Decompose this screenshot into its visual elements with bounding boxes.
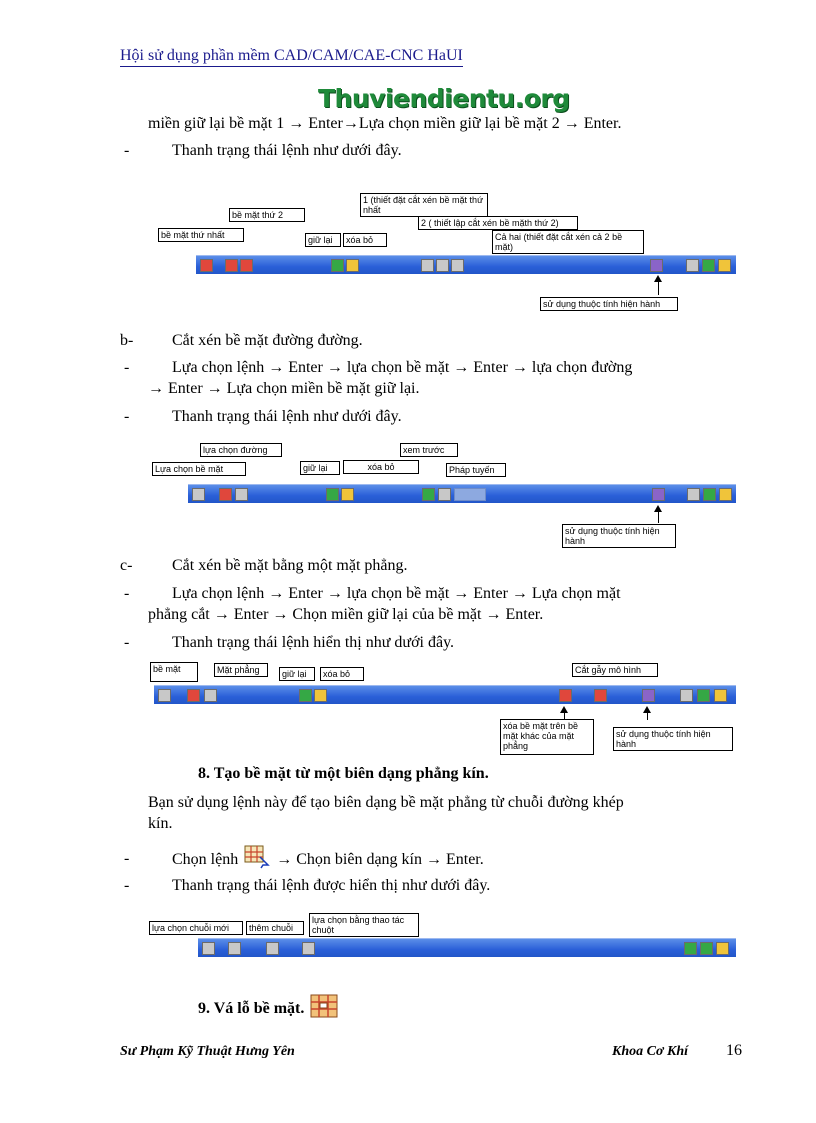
option-2-icon[interactable] [436, 259, 449, 272]
section-b-status-text: Thanh trạng thái lệnh như dưới đây. [172, 408, 402, 425]
intro-line: miền giữ lại bề mặt 1 → Enter→Lựa chọn miền giữ lại bề mặt 2 → Enter. [148, 115, 622, 132]
value-field[interactable] [454, 488, 486, 501]
discard-icon[interactable] [314, 689, 327, 702]
add-icon[interactable] [684, 942, 697, 955]
bullet-dash: - [124, 142, 130, 159]
bullet-dash: - [124, 359, 130, 376]
section-c-status-text: Thanh trạng thái lệnh hiển thị như dưới đây. [172, 634, 455, 651]
menu-icon[interactable] [192, 488, 205, 501]
current-attributes-icon[interactable] [652, 488, 665, 501]
footer-right: Khoa Cơ Khí [612, 1044, 688, 1059]
caption-xoa-be-mat: xóa bề mặt trên bề mặt khác của mặt phẳng [500, 719, 594, 755]
section-b-label: b- [120, 332, 134, 349]
help-a-icon[interactable] [687, 488, 700, 501]
discard-icon[interactable] [346, 259, 359, 272]
caption-option-1: 1 (thiết đặt cắt xén bề mặt thứ nhất [360, 193, 488, 217]
ok-check-icon[interactable] [702, 259, 715, 272]
bullet-dash: - [124, 585, 130, 602]
caption-xoa-bo: xóa bỏ [343, 233, 387, 247]
status-toolbar-4 [198, 938, 736, 957]
bullet-dash: - [124, 408, 130, 425]
help-a-icon[interactable] [686, 259, 699, 272]
section-8-heading: 8. Tạo bề mặt từ một biên dạng phẳng kín. [198, 765, 489, 782]
option-1-icon[interactable] [421, 259, 434, 272]
section-c-step-line1: Lựa chọn lệnh → Enter → lựa chọn bề mặt → Enter → Lựa chọn mặt [172, 585, 621, 602]
caption-giu-lai-2: giữ lại [300, 461, 340, 475]
caption-thao-tac: lựa chọn bằng thao tác chuột [309, 913, 419, 937]
step-after-text: → Chọn biên dạng kín → Enter. [276, 850, 484, 868]
section-c-label: c- [120, 557, 133, 574]
split-model-icon[interactable] [559, 689, 572, 702]
arrow-line [658, 281, 659, 295]
question-icon[interactable] [714, 689, 727, 702]
status-toolbar-1 [196, 255, 736, 274]
caption-be-mat: bề mặt [150, 662, 198, 682]
bullet-dash: - [124, 877, 130, 894]
caption-mat-phang: Mặt phẳng [214, 663, 268, 677]
normal-icon[interactable] [438, 488, 451, 501]
ok-check-icon[interactable] [697, 689, 710, 702]
caption-option-2: 2 ( thiết lập cắt xén bề mặth thứ 2) [418, 216, 578, 230]
caption-be-mat-1: bề mặt thứ nhất [158, 228, 244, 242]
arrow-line [658, 511, 659, 523]
question-icon[interactable] [718, 259, 731, 272]
caption-xoa-bo-3: xóa bỏ [320, 667, 364, 681]
section-8-step [172, 845, 484, 874]
footer-left: Sư Phạm Kỹ Thuật Hưng Yên [120, 1044, 295, 1059]
section-9 [198, 994, 338, 1023]
menu-icon[interactable] [202, 942, 215, 955]
caption-cat-gay: Cắt gẫy mô hình [572, 663, 658, 677]
flat-boundary-icon [244, 845, 270, 874]
section-b-step-line2: → Enter → Lựa chọn miền bề mặt giữ lại. [148, 380, 420, 397]
bullet-dash: - [124, 850, 130, 867]
preview-icon[interactable] [422, 488, 435, 501]
discard-icon[interactable] [341, 488, 354, 501]
caption-be-mat-2: bề mặt thứ 2 [229, 208, 305, 222]
section-c-step-line2: phẳng cắt → Enter → Chọn miền giữ lại của bề mặt → Enter. [148, 606, 544, 623]
caption-xem-truoc: xem trước [400, 443, 458, 457]
current-attributes-icon[interactable] [642, 689, 655, 702]
arrow-line [647, 712, 648, 720]
delete-surface-icon[interactable] [594, 689, 607, 702]
section-8-status-text: Thanh trạng thái lệnh được hiển thị như dưới đây. [172, 877, 491, 894]
caption-lua-chon-be-mat: Lựa chọn bề mặt [152, 462, 246, 476]
caption-su-dung-3: sử dụng thuộc tính hiện hành [613, 727, 733, 751]
select-surface-icon[interactable] [219, 488, 232, 501]
question-icon[interactable] [716, 942, 729, 955]
menu-icon[interactable] [158, 689, 171, 702]
caption-su-dung-2: sử dụng thuộc tính hiện hành [562, 524, 676, 548]
ok-check-icon[interactable] [703, 488, 716, 501]
caption-su-dung-1: sử dụng thuộc tính hiện hành [540, 297, 678, 311]
intro-status-text: Thanh trạng thái lệnh như dưới đây. [172, 142, 402, 159]
new-chain-icon[interactable] [228, 942, 241, 955]
status-toolbar-3 [154, 685, 736, 704]
caption-phap-tuyen: Pháp tuyến [446, 463, 506, 477]
ok-check-icon[interactable] [700, 942, 713, 955]
bullet-dash: - [124, 634, 130, 651]
caption-xoa-bo-2: xóa bỏ [343, 460, 419, 474]
section-8-desc-line1: Bạn sử dụng lệnh này để tạo biên dạng bề mặt phẳng từ chuỗi đường khép [148, 794, 624, 811]
select-surface-icon[interactable] [187, 689, 200, 702]
watermark-logo: Thuviendientu.org [318, 84, 570, 113]
current-attributes-icon[interactable] [650, 259, 663, 272]
keep-icon[interactable] [326, 488, 339, 501]
surface-2b-icon[interactable] [240, 259, 253, 272]
keep-icon[interactable] [331, 259, 344, 272]
add-chain-icon[interactable] [266, 942, 279, 955]
caption-lua-chon-duong: lựa chọn đường [200, 443, 282, 457]
section-b-step-line1: Lựa chọn lệnh → Enter → lựa chọn bề mặt → Enter → lựa chọn đường [172, 359, 633, 376]
section-9-heading: 9. Vá lỗ bề mặt. [198, 999, 305, 1017]
surface-2a-icon[interactable] [225, 259, 238, 272]
caption-chuoi-moi: lựa chọn chuỗi mới [149, 921, 243, 935]
caption-giu-lai-3: giữ lại [279, 667, 315, 681]
caption-giu-lai: giữ lại [305, 233, 341, 247]
section-b-title: Cắt xén bề mặt đường đường. [172, 332, 363, 349]
page-number: 16 [726, 1042, 742, 1059]
step-before-text: Chọn lệnh [172, 850, 239, 868]
section-8-desc-line2: kín. [148, 815, 173, 832]
page-header: Hội sử dụng phần mềm CAD/CAM/CAE-CNC HaUI [120, 47, 463, 67]
select-curve-icon[interactable] [235, 488, 248, 501]
caption-them-chuoi: thêm chuỗi [246, 921, 304, 935]
patch-hole-icon [310, 994, 338, 1023]
option-both-icon[interactable] [451, 259, 464, 272]
surface-1-icon[interactable] [200, 259, 213, 272]
status-toolbar-2 [188, 484, 736, 503]
section-c-title: Cắt xén bề mặt bằng một mặt phẳng. [172, 557, 408, 574]
keep-icon[interactable] [299, 689, 312, 702]
question-icon[interactable] [719, 488, 732, 501]
mouse-select-icon[interactable] [302, 942, 315, 955]
caption-ca-hai: Cả hai (thiết đặt cắt xén cả 2 bề mặt) [492, 230, 644, 254]
select-plane-icon[interactable] [204, 689, 217, 702]
help-a-icon[interactable] [680, 689, 693, 702]
